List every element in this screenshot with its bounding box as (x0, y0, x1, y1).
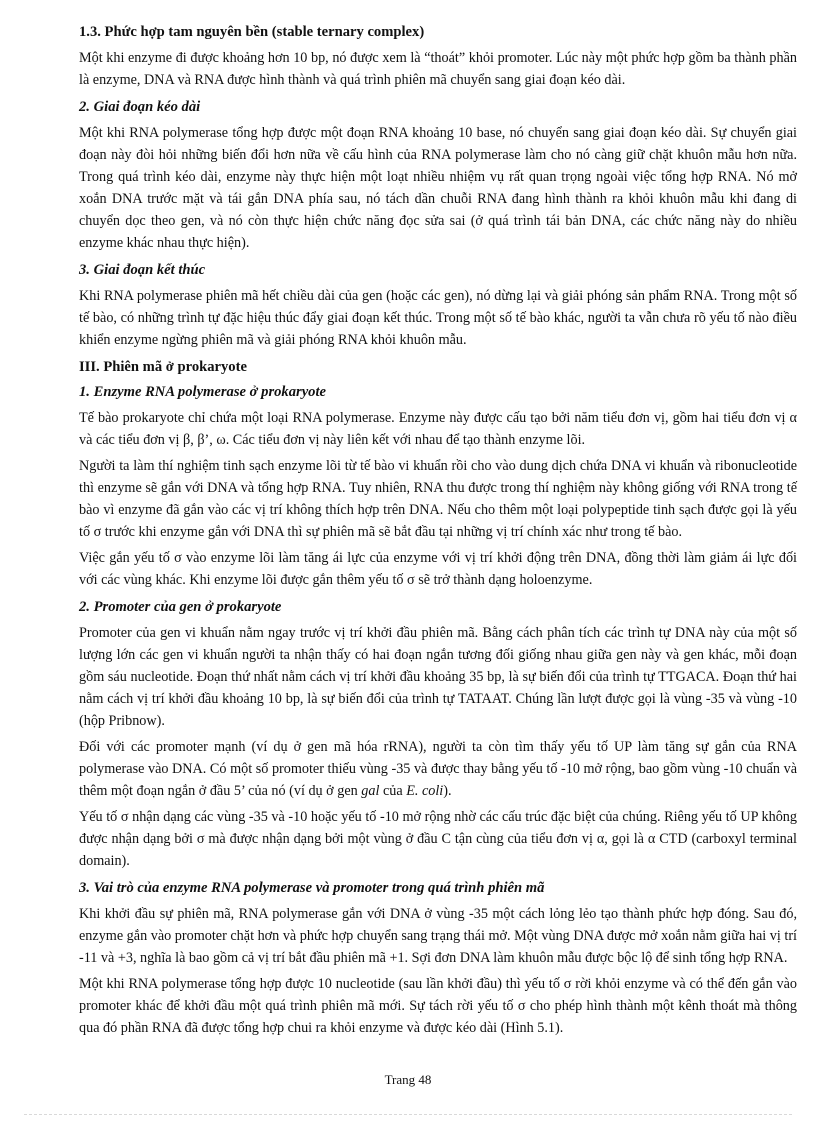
paragraph-text: Đối với các promoter mạnh (ví dụ ở gen mã hóa rRNA), người ta còn tìm thấy yếu tố UP làm tăng sự gắn của RNA polymerase vào DNA. Có một số promoter thiếu vùng -35 và được thay bằng yếu tố -10 mở rộng, bao gồm vùng -10 chuẩn và thêm một đoạn ngắn ở đầu 5’ của nó (ví dụ ở gen (79, 739, 797, 799)
species-name: E. coli (406, 783, 444, 799)
gene-name: gal (361, 783, 380, 799)
paragraph: Khi RNA polymerase phiên mã hết chiều dài của gen (hoặc các gen), nó dừng lại và giải phóng sản phẩm RNA. Trong một số tế bào, có những trình tự đặc hiệu thúc đẩy giai đoạn kết thúc. Trong một số tế bào khác, người ta vẫn chưa rõ yếu tố nào điều khiển enzyme ngừng phiên mã và giải phóng RNA khỏi khuôn mẫu. (79, 288, 797, 348)
paragraph: Promoter của gen vi khuẩn nằm ngay trước vị trí khởi đầu phiên mã. Bằng cách phân tích các trình tự DNA này của một số lượng lớn các gen vi khuẩn người ta nhận thấy có hai đoạn ngắn tương đối giống nhau giữa gen này và gen khác, mỗi đoạn gồm sáu nucleotide. Đoạn thứ nhất nằm cách vị trí khởi đầu khoảng 35 bp, là sự biến đổi của trình tự TTGACA. Đoạn thứ hai nằm cách vị trí khởi đầu khoảng 10 bp, là sự biến đổi của trình tự TATAAT. Chúng lần lượt được gọi là vùng -35 và vùng -10 (hộp Pribnow). (79, 625, 797, 729)
paragraph: Yếu tố σ nhận dạng các vùng -35 và -10 hoặc yếu tố -10 mở rộng nhờ các cấu trúc đặc biệt của chúng. Riêng yếu tố UP không được nhận dạng bởi σ mà được nhận dạng bởi một vùng ở đầu C tận cùng của tiểu đơn vị α, gọi là α CTD (carboxyl terminal domain). (79, 809, 797, 869)
document-page (79, 20, 797, 1043)
section-heading-promoter: 2. Promoter của gen ở prokaryote (79, 599, 282, 615)
paragraph (79, 736, 797, 802)
page-number: Trang 48 (384, 1072, 432, 1087)
section-heading-prokaryote: III. Phiên mã ở prokaryote (79, 359, 247, 375)
section-heading-1-3: 1.3. Phức hợp tam nguyên bền (stable ternary complex) (79, 24, 425, 40)
paragraph: Một khi RNA polymerase tổng hợp được 10 nucleotide (sau lần khởi đầu) thì yếu tố σ rời khỏi enzyme và có thể đến gắn vào promoter khác để khởi đầu một quá trình phiên mã mới. Sự tách rời yếu tố σ cho phép hình thành một kênh thoát mà thông qua đó phần RNA đã được tổng hợp chui ra khỏi enzyme và được kéo dài (Hình 5.1). (79, 976, 797, 1036)
paragraph: Tế bào prokaryote chỉ chứa một loại RNA polymerase. Enzyme này được cấu tạo bởi năm tiểu đơn vị, gồm hai tiểu đơn vị α và các tiểu đơn vị β, β’, ω. Các tiểu đơn vị này liên kết với nhau để tạo thành enzyme lõi. (79, 410, 797, 448)
paragraph-text: của (379, 783, 407, 799)
paragraph: Một khi enzyme đi được khoảng hơn 10 bp, nó được xem là “thoát” khỏi promoter. Lúc này một phức hợp gồm ba thành phần là enzyme, DNA và RNA được hình thành và quá trình phiên mã chuyển sang giai đoạn kéo dài. (79, 50, 797, 88)
section-heading-rna-polymerase: 1. Enzyme RNA polymerase ở prokaryote (79, 384, 326, 400)
section-heading-role: 3. Vai trò của enzyme RNA polymerase và promoter trong quá trình phiên mã (79, 880, 545, 896)
paragraph: Người ta làm thí nghiệm tinh sạch enzyme lõi từ tế bào vi khuẩn rồi cho vào dung dịch chứa DNA vi khuẩn và ribonucleotide thì enzyme sẽ gắn với DNA và tổng hợp RNA. Tuy nhiên, RNA thu được trong thí nghiệm này không giống với RNA trong tế bào vì enzyme đã gắn vào các vị trí không thích hợp trên DNA. Nếu cho thêm một loại polypeptide tinh sạch được gọi là yếu tố σ trước khi enzyme gắn với DNA thì sự phiên mã sẽ bắt đầu tại những vị trí chính xác như trong tế bào. (79, 458, 797, 540)
page-bottom-divider (24, 1114, 792, 1115)
section-heading-termination: 3. Giai đoạn kết thúc (79, 262, 206, 278)
paragraph: Một khi RNA polymerase tổng hợp được một đoạn RNA khoảng 10 base, nó chuyển sang giai đoạn kéo dài. Sự chuyển giai đoạn này đòi hỏi những biến đổi hơn nữa về cấu hình của RNA polymerase làm cho nó càng giữ chặt khuôn mẫu hơn nữa. Trong quá trình kéo dài, enzyme này thực hiện một loạt nhiều nhiệm vụ rất quan trọng ngoài việc tổng hợp RNA. Nó mở xoắn DNA trước mặt và tái gắn DNA phía sau, nó tách dần chuỗi RNA đang hình thành ra khỏi khuôn mẫu khi đang di chuyển dọc theo gen, và nó còn thực hiện chức năng đọc sửa sai (ở quá trình tái bản DNA, các chức năng này do nhiều enzyme khác nhau thực hiện). (79, 125, 797, 251)
paragraph-text: ). (443, 783, 452, 799)
paragraph: Khi khởi đầu sự phiên mã, RNA polymerase gắn với DNA ở vùng -35 một cách lỏng lẻo tạo thành phức hợp đóng. Sau đó, enzyme gắn vào promoter chặt hơn và phức hợp chuyển sang trạng thái mở. Một vùng DNA được mở xoắn nằm giữa hai vị trí -11 và +3, nghĩa là bao gồm cả vị trí bắt đầu phiên mã +1. Sợi đơn DNA làm khuôn mẫu được bộc lộ để sinh tổng hợp RNA. (79, 906, 797, 966)
paragraph: Việc gắn yếu tố σ vào enzyme lõi làm tăng ái lực của enzyme với vị trí khởi động trên DNA, đồng thời làm giảm ái lực đối với các vùng khác. Khi enzyme lõi được gắn thêm yếu tố σ sẽ trở thành dạng holoenzyme. (79, 550, 797, 588)
section-heading-elongation: 2. Giai đoạn kéo dài (79, 99, 201, 115)
